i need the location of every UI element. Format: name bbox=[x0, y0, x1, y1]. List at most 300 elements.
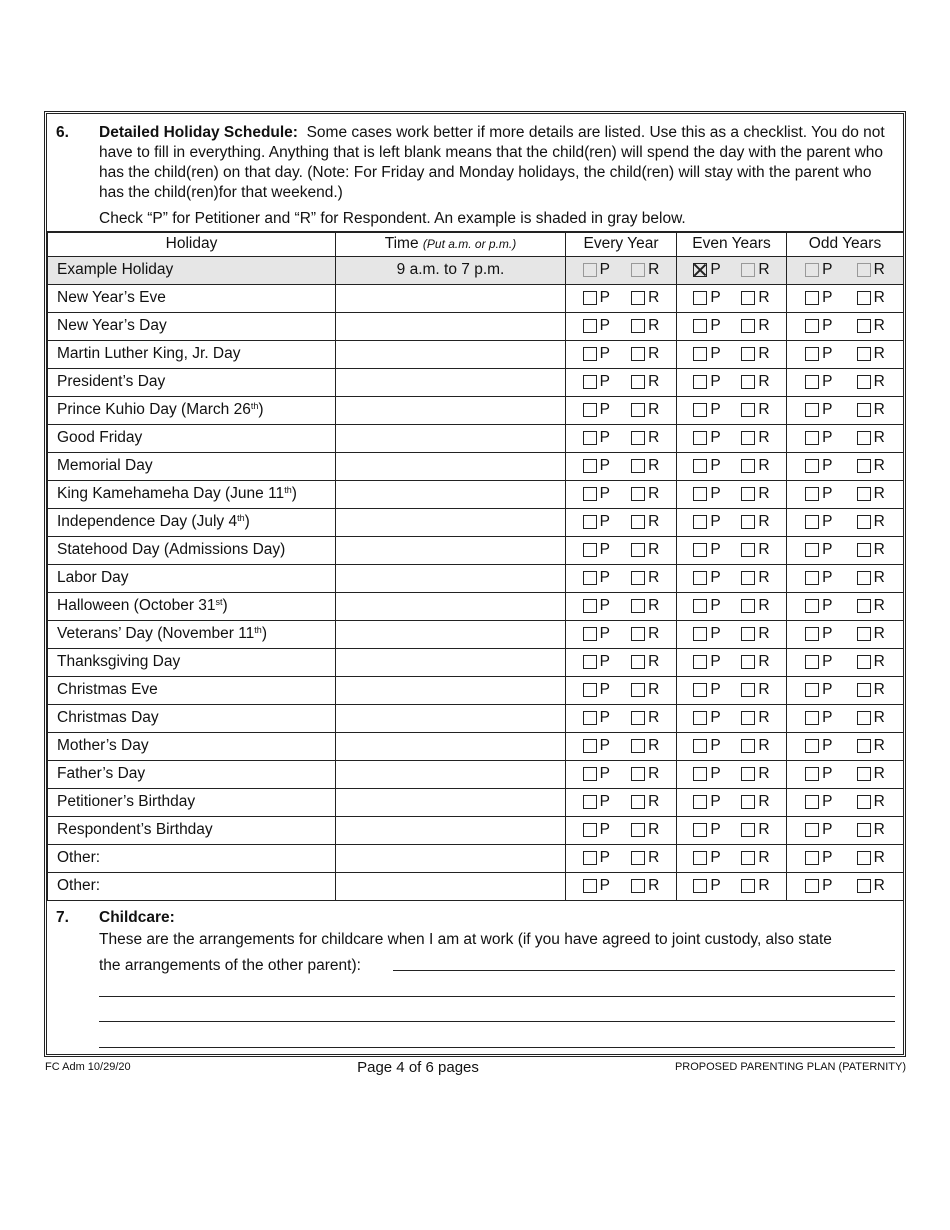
even-years-r-checkbox[interactable] bbox=[741, 403, 755, 417]
p-label: P bbox=[599, 513, 610, 530]
every-year-cell bbox=[566, 284, 677, 312]
every-year-cell bbox=[566, 648, 677, 676]
every-year-p-checkbox[interactable] bbox=[583, 655, 597, 669]
even-years-p-checkbox[interactable] bbox=[693, 487, 707, 501]
p-label: P bbox=[822, 793, 833, 810]
time-input-cell[interactable] bbox=[336, 704, 566, 732]
even-years-r-checkbox[interactable] bbox=[741, 599, 755, 613]
holiday-name bbox=[48, 536, 336, 564]
every-year-r-checkbox[interactable] bbox=[631, 515, 645, 529]
time-input-cell[interactable] bbox=[336, 648, 566, 676]
r-label: R bbox=[648, 261, 660, 278]
every-year-r-checkbox[interactable] bbox=[631, 459, 645, 473]
every-year-p-checkbox[interactable] bbox=[583, 599, 597, 613]
table-row bbox=[48, 676, 904, 704]
every-year-r-checkbox[interactable] bbox=[631, 347, 645, 361]
even-years-p-checkbox[interactable] bbox=[693, 627, 707, 641]
odd-years-p-checkbox[interactable] bbox=[805, 515, 819, 529]
every-year-p-checkbox[interactable] bbox=[583, 347, 597, 361]
holiday-name bbox=[48, 732, 336, 760]
p-label: P bbox=[710, 793, 721, 810]
example-holiday-time: 9 a.m. to 7 p.m. bbox=[336, 256, 566, 284]
holiday-column-header: Holiday bbox=[48, 232, 336, 256]
odd-years-r-checkbox[interactable] bbox=[857, 487, 871, 501]
holiday-name-text: President’s Day bbox=[57, 373, 166, 390]
form-frame bbox=[44, 111, 906, 1057]
even-years-p-checkbox[interactable] bbox=[693, 571, 707, 585]
childcare-instructions-line-1: These are the arrangements for childcare when I am at work (if you have agreed to joint custody, also state bbox=[99, 931, 832, 948]
odd-years-p-checkbox[interactable] bbox=[805, 319, 819, 333]
time-input-cell[interactable] bbox=[336, 340, 566, 368]
every-year-r-checkbox[interactable] bbox=[631, 403, 645, 417]
odd-years-r-checkbox[interactable] bbox=[857, 795, 871, 809]
p-label: P bbox=[822, 597, 833, 614]
r-label: R bbox=[648, 569, 660, 586]
odd-years-r-checkbox[interactable] bbox=[857, 655, 871, 669]
every-year-p-checkbox[interactable] bbox=[583, 851, 597, 865]
even-years-p-checkbox[interactable] bbox=[693, 403, 707, 417]
even-years-p-checkbox[interactable] bbox=[693, 599, 707, 613]
r-label: R bbox=[873, 849, 885, 866]
odd-years-r-checkbox[interactable] bbox=[857, 571, 871, 585]
childcare-answer-line-1[interactable] bbox=[393, 970, 895, 971]
time-input-cell[interactable] bbox=[336, 284, 566, 312]
childcare-answer-line-3[interactable] bbox=[99, 1021, 895, 1022]
even-years-p-checkbox[interactable] bbox=[693, 375, 707, 389]
p-label: P bbox=[599, 429, 610, 446]
every-year-p-checkbox[interactable] bbox=[583, 543, 597, 557]
example-even-years-r-checkbox[interactable] bbox=[741, 263, 755, 277]
section-6-intro: Some cases work better if more details are listed. Use this as a checklist. You do not have to fill in everything. Anything that is left blank means that the child(ren) will spend the day with the parent who has the child(ren) on that day. (Note: For Friday and Monday holidays, the child(ren) will stay with the parent who has the child(ren)for that weekend.) bbox=[99, 124, 885, 201]
time-input-cell[interactable] bbox=[336, 480, 566, 508]
even-years-cell bbox=[677, 816, 787, 844]
r-label: R bbox=[758, 289, 770, 306]
odd-years-r-checkbox[interactable] bbox=[857, 711, 871, 725]
odd-years-r-checkbox[interactable] bbox=[857, 599, 871, 613]
time-input-cell[interactable] bbox=[336, 564, 566, 592]
p-label: P bbox=[822, 737, 833, 754]
time-input-cell[interactable] bbox=[336, 536, 566, 564]
even-years-r-checkbox[interactable] bbox=[741, 515, 755, 529]
p-label: P bbox=[599, 765, 610, 782]
even-years-r-checkbox[interactable] bbox=[741, 739, 755, 753]
odd-years-r-checkbox[interactable] bbox=[857, 823, 871, 837]
every-year-p-checkbox[interactable] bbox=[583, 487, 597, 501]
holiday-name bbox=[48, 508, 336, 536]
time-input-cell[interactable] bbox=[336, 732, 566, 760]
odd-years-p-checkbox[interactable] bbox=[805, 795, 819, 809]
odd-years-p-checkbox[interactable] bbox=[805, 739, 819, 753]
every-year-r-checkbox[interactable] bbox=[631, 375, 645, 389]
every-year-r-checkbox[interactable] bbox=[631, 795, 645, 809]
every-year-p-checkbox[interactable] bbox=[583, 627, 597, 641]
r-label: R bbox=[873, 317, 885, 334]
every-year-r-checkbox[interactable] bbox=[631, 571, 645, 585]
childcare-answer-line-2[interactable] bbox=[99, 996, 895, 997]
odd-years-r-checkbox[interactable] bbox=[857, 767, 871, 781]
p-label: P bbox=[822, 513, 833, 530]
r-label: R bbox=[873, 345, 885, 362]
every-year-p-checkbox[interactable] bbox=[583, 431, 597, 445]
odd-years-r-checkbox[interactable] bbox=[857, 431, 871, 445]
example-even-years-p-checkbox-checked[interactable] bbox=[693, 263, 707, 277]
time-input-cell[interactable] bbox=[336, 368, 566, 396]
every-year-r-checkbox[interactable] bbox=[631, 291, 645, 305]
r-label: R bbox=[758, 849, 770, 866]
every-year-r-checkbox[interactable] bbox=[631, 487, 645, 501]
table-row bbox=[48, 788, 904, 816]
odd-years-r-checkbox[interactable] bbox=[857, 375, 871, 389]
r-label: R bbox=[758, 793, 770, 810]
every-year-p-checkbox[interactable] bbox=[583, 459, 597, 473]
even-years-cell bbox=[677, 480, 787, 508]
even-years-r-checkbox[interactable] bbox=[741, 823, 755, 837]
every-year-r-checkbox[interactable] bbox=[631, 739, 645, 753]
time-input-cell[interactable] bbox=[336, 816, 566, 844]
even-years-cell bbox=[677, 844, 787, 872]
p-label: P bbox=[822, 401, 833, 418]
r-label: R bbox=[873, 261, 885, 278]
odd-years-cell bbox=[787, 844, 904, 872]
even-years-p-checkbox[interactable] bbox=[693, 711, 707, 725]
table-row bbox=[48, 508, 904, 536]
every-year-p-checkbox[interactable] bbox=[583, 683, 597, 697]
even-years-r-checkbox[interactable] bbox=[741, 711, 755, 725]
odd-years-r-checkbox[interactable] bbox=[857, 347, 871, 361]
childcare-answer-line-4[interactable] bbox=[99, 1047, 895, 1048]
every-year-cell bbox=[566, 844, 677, 872]
example-odd-years-cell bbox=[787, 256, 904, 284]
p-label: P bbox=[822, 485, 833, 502]
time-input-cell[interactable] bbox=[336, 592, 566, 620]
p-label: P bbox=[599, 877, 610, 894]
holiday-name bbox=[48, 424, 336, 452]
even-years-p-checkbox[interactable] bbox=[693, 291, 707, 305]
p-label: P bbox=[710, 849, 721, 866]
even-years-p-checkbox[interactable] bbox=[693, 767, 707, 781]
r-label: R bbox=[758, 737, 770, 754]
every-year-p-checkbox[interactable] bbox=[583, 375, 597, 389]
p-label: P bbox=[822, 373, 833, 390]
every-year-p-checkbox[interactable] bbox=[583, 319, 597, 333]
p-label: P bbox=[599, 345, 610, 362]
holiday-name-tail: ) bbox=[291, 485, 297, 502]
holiday-name bbox=[48, 788, 336, 816]
r-label: R bbox=[873, 877, 885, 894]
odd-years-p-checkbox[interactable] bbox=[805, 487, 819, 501]
even-years-cell bbox=[677, 592, 787, 620]
even-years-r-checkbox[interactable] bbox=[741, 795, 755, 809]
even-years-r-checkbox[interactable] bbox=[741, 627, 755, 641]
odd-years-r-checkbox[interactable] bbox=[857, 879, 871, 893]
odd-years-p-checkbox[interactable] bbox=[805, 879, 819, 893]
holiday-name bbox=[48, 676, 336, 704]
odd-years-r-checkbox[interactable] bbox=[857, 627, 871, 641]
every-year-p-checkbox[interactable] bbox=[583, 767, 597, 781]
even-years-r-checkbox[interactable] bbox=[741, 543, 755, 557]
r-label: R bbox=[758, 821, 770, 838]
r-label: R bbox=[873, 653, 885, 670]
odd-years-p-checkbox[interactable] bbox=[805, 431, 819, 445]
p-label: P bbox=[710, 625, 721, 642]
p-label: P bbox=[599, 709, 610, 726]
even-years-r-checkbox[interactable] bbox=[741, 655, 755, 669]
p-label: P bbox=[822, 457, 833, 474]
p-label: P bbox=[822, 653, 833, 670]
time-input-cell[interactable] bbox=[336, 312, 566, 340]
even-years-p-checkbox[interactable] bbox=[693, 739, 707, 753]
p-label: P bbox=[822, 821, 833, 838]
r-label: R bbox=[758, 625, 770, 642]
even-years-r-checkbox[interactable] bbox=[741, 431, 755, 445]
odd-years-cell bbox=[787, 564, 904, 592]
even-years-cell bbox=[677, 732, 787, 760]
even-years-r-checkbox[interactable] bbox=[741, 683, 755, 697]
holiday-name bbox=[48, 592, 336, 620]
even-years-r-checkbox[interactable] bbox=[741, 291, 755, 305]
holiday-name-ordinal-suffix: th bbox=[237, 513, 245, 523]
even-years-p-checkbox[interactable] bbox=[693, 879, 707, 893]
odd-years-p-checkbox[interactable] bbox=[805, 291, 819, 305]
every-year-cell bbox=[566, 312, 677, 340]
time-input-cell[interactable] bbox=[336, 508, 566, 536]
every-year-r-checkbox[interactable] bbox=[631, 767, 645, 781]
r-label: R bbox=[648, 625, 660, 642]
even-years-r-checkbox[interactable] bbox=[741, 767, 755, 781]
r-label: R bbox=[648, 513, 660, 530]
odd-years-cell bbox=[787, 676, 904, 704]
even-years-cell bbox=[677, 368, 787, 396]
p-label: P bbox=[710, 681, 721, 698]
p-label: P bbox=[710, 429, 721, 446]
even-years-p-checkbox[interactable] bbox=[693, 543, 707, 557]
holiday-name bbox=[48, 312, 336, 340]
p-label: P bbox=[599, 261, 610, 278]
r-label: R bbox=[873, 737, 885, 754]
r-label: R bbox=[758, 401, 770, 418]
every-year-r-checkbox[interactable] bbox=[631, 851, 645, 865]
even-years-p-checkbox[interactable] bbox=[693, 459, 707, 473]
r-label: R bbox=[648, 681, 660, 698]
holiday-name-text: Other: bbox=[57, 877, 101, 894]
p-label: P bbox=[710, 597, 721, 614]
odd-years-r-checkbox[interactable] bbox=[857, 543, 871, 557]
r-label: R bbox=[648, 821, 660, 838]
time-input-cell[interactable] bbox=[336, 452, 566, 480]
odd-years-p-checkbox[interactable] bbox=[805, 851, 819, 865]
odd-years-p-checkbox[interactable] bbox=[805, 347, 819, 361]
every-year-p-checkbox[interactable] bbox=[583, 571, 597, 585]
p-label: P bbox=[599, 317, 610, 334]
example-every-year-p-checkbox[interactable] bbox=[583, 263, 597, 277]
holiday-name-text: Labor Day bbox=[57, 569, 129, 586]
every-year-r-checkbox[interactable] bbox=[631, 683, 645, 697]
odd-years-r-checkbox[interactable] bbox=[857, 459, 871, 473]
every-year-r-checkbox[interactable] bbox=[631, 319, 645, 333]
odd-years-p-checkbox[interactable] bbox=[805, 543, 819, 557]
time-input-cell[interactable] bbox=[336, 676, 566, 704]
every-year-r-checkbox[interactable] bbox=[631, 711, 645, 725]
even-years-r-checkbox[interactable] bbox=[741, 851, 755, 865]
even-years-cell bbox=[677, 620, 787, 648]
time-input-cell[interactable] bbox=[336, 788, 566, 816]
even-years-r-checkbox[interactable] bbox=[741, 487, 755, 501]
even-years-r-checkbox[interactable] bbox=[741, 571, 755, 585]
page-number: Page 4 of 6 pages bbox=[357, 1059, 479, 1076]
odd-years-p-checkbox[interactable] bbox=[805, 655, 819, 669]
holiday-name-text: Veterans’ Day (November 11 bbox=[57, 625, 255, 642]
even-years-p-checkbox[interactable] bbox=[693, 431, 707, 445]
every-year-cell bbox=[566, 452, 677, 480]
odd-years-cell bbox=[787, 508, 904, 536]
even-years-p-checkbox[interactable] bbox=[693, 683, 707, 697]
odd-years-cell bbox=[787, 760, 904, 788]
holiday-name-ordinal-suffix: st bbox=[215, 597, 223, 607]
holiday-name bbox=[48, 620, 336, 648]
odd-years-p-checkbox[interactable] bbox=[805, 767, 819, 781]
example-every-year-r-checkbox[interactable] bbox=[631, 263, 645, 277]
p-label: P bbox=[710, 513, 721, 530]
odd-years-p-checkbox[interactable] bbox=[805, 823, 819, 837]
holiday-name-text: Prince Kuhio Day (March 26 bbox=[57, 401, 251, 418]
r-label: R bbox=[758, 709, 770, 726]
every-year-cell bbox=[566, 592, 677, 620]
r-label: R bbox=[873, 401, 885, 418]
time-input-cell[interactable] bbox=[336, 872, 566, 900]
childcare-instructions-line-2: the arrangements of the other parent): bbox=[99, 957, 361, 974]
p-label: P bbox=[710, 317, 721, 334]
odd-years-r-checkbox[interactable] bbox=[857, 291, 871, 305]
r-label: R bbox=[873, 625, 885, 642]
holiday-name-text: New Year’s Day bbox=[57, 317, 167, 334]
even-years-cell bbox=[677, 704, 787, 732]
even-years-cell bbox=[677, 788, 787, 816]
holiday-name bbox=[48, 648, 336, 676]
odd-years-r-checkbox[interactable] bbox=[857, 851, 871, 865]
table-row bbox=[48, 452, 904, 480]
odd-years-r-checkbox[interactable] bbox=[857, 319, 871, 333]
every-year-p-checkbox[interactable] bbox=[583, 739, 597, 753]
r-label: R bbox=[758, 317, 770, 334]
even-years-r-checkbox[interactable] bbox=[741, 459, 755, 473]
time-input-cell[interactable] bbox=[336, 760, 566, 788]
example-every-year-cell bbox=[566, 256, 677, 284]
holiday-name-text: Independence Day (July 4 bbox=[57, 513, 238, 530]
odd-years-p-checkbox[interactable] bbox=[805, 403, 819, 417]
every-year-cell bbox=[566, 816, 677, 844]
r-label: R bbox=[758, 429, 770, 446]
every-year-p-checkbox[interactable] bbox=[583, 823, 597, 837]
p-label: P bbox=[599, 597, 610, 614]
odd-years-p-checkbox[interactable] bbox=[805, 599, 819, 613]
every-year-p-checkbox[interactable] bbox=[583, 795, 597, 809]
even-years-p-checkbox[interactable] bbox=[693, 851, 707, 865]
p-label: P bbox=[599, 849, 610, 866]
time-input-cell[interactable] bbox=[336, 424, 566, 452]
every-year-r-checkbox[interactable] bbox=[631, 655, 645, 669]
even-years-cell bbox=[677, 508, 787, 536]
even-years-p-checkbox[interactable] bbox=[693, 347, 707, 361]
every-year-r-checkbox[interactable] bbox=[631, 879, 645, 893]
even-years-cell bbox=[677, 760, 787, 788]
holiday-name-ordinal-suffix: th bbox=[284, 485, 292, 495]
odd-years-p-checkbox[interactable] bbox=[805, 571, 819, 585]
example-odd-years-p-checkbox[interactable] bbox=[805, 263, 819, 277]
odd-years-r-checkbox[interactable] bbox=[857, 515, 871, 529]
section-6-number: 6. bbox=[56, 124, 69, 141]
even-years-p-checkbox[interactable] bbox=[693, 795, 707, 809]
table-header-row bbox=[48, 232, 904, 256]
even-years-r-checkbox[interactable] bbox=[741, 375, 755, 389]
every-year-r-checkbox[interactable] bbox=[631, 431, 645, 445]
r-label: R bbox=[648, 429, 660, 446]
example-even-years-cell bbox=[677, 256, 787, 284]
holiday-name bbox=[48, 816, 336, 844]
every-year-p-checkbox[interactable] bbox=[583, 291, 597, 305]
p-label: P bbox=[710, 765, 721, 782]
r-label: R bbox=[758, 653, 770, 670]
every-year-r-checkbox[interactable] bbox=[631, 627, 645, 641]
holiday-name bbox=[48, 760, 336, 788]
p-label: P bbox=[822, 681, 833, 698]
even-years-p-checkbox[interactable] bbox=[693, 319, 707, 333]
even-years-p-checkbox[interactable] bbox=[693, 515, 707, 529]
section-7-title: Childcare: bbox=[99, 909, 175, 926]
even-years-r-checkbox[interactable] bbox=[741, 347, 755, 361]
every-year-r-checkbox[interactable] bbox=[631, 599, 645, 613]
r-label: R bbox=[873, 541, 885, 558]
odd-years-p-checkbox[interactable] bbox=[805, 627, 819, 641]
every-year-cell bbox=[566, 396, 677, 424]
odd-years-r-checkbox[interactable] bbox=[857, 683, 871, 697]
r-label: R bbox=[648, 317, 660, 334]
even-years-cell bbox=[677, 676, 787, 704]
odd-years-r-checkbox[interactable] bbox=[857, 739, 871, 753]
p-label: P bbox=[822, 541, 833, 558]
every-year-p-checkbox[interactable] bbox=[583, 711, 597, 725]
every-year-p-checkbox[interactable] bbox=[583, 879, 597, 893]
even-years-p-checkbox[interactable] bbox=[693, 823, 707, 837]
time-input-cell[interactable] bbox=[336, 620, 566, 648]
even-years-cell bbox=[677, 312, 787, 340]
holiday-name-ordinal-suffix: th bbox=[254, 625, 262, 635]
even-years-cell bbox=[677, 452, 787, 480]
even-years-p-checkbox[interactable] bbox=[693, 655, 707, 669]
p-label: P bbox=[710, 653, 721, 670]
time-input-cell[interactable] bbox=[336, 396, 566, 424]
every-year-cell bbox=[566, 508, 677, 536]
even-years-r-checkbox[interactable] bbox=[741, 319, 755, 333]
time-input-cell[interactable] bbox=[336, 844, 566, 872]
every-year-p-checkbox[interactable] bbox=[583, 403, 597, 417]
example-odd-years-r-checkbox[interactable] bbox=[857, 263, 871, 277]
odd-years-p-checkbox[interactable] bbox=[805, 711, 819, 725]
holiday-name-text: Halloween (October 31 bbox=[57, 597, 216, 614]
odd-years-p-checkbox[interactable] bbox=[805, 683, 819, 697]
holiday-name-text: Petitioner’s Birthday bbox=[57, 793, 196, 810]
document-title: PROPOSED PARENTING PLAN (PATERNITY) bbox=[674, 1061, 906, 1073]
every-year-p-checkbox[interactable] bbox=[583, 515, 597, 529]
every-year-r-checkbox[interactable] bbox=[631, 823, 645, 837]
odd-years-r-checkbox[interactable] bbox=[857, 403, 871, 417]
table-row bbox=[48, 564, 904, 592]
every-year-r-checkbox[interactable] bbox=[631, 543, 645, 557]
odd-years-p-checkbox[interactable] bbox=[805, 459, 819, 473]
form-id: FC Adm 10/29/20 bbox=[45, 1061, 131, 1073]
odd-years-p-checkbox[interactable] bbox=[805, 375, 819, 389]
even-years-r-checkbox[interactable] bbox=[741, 879, 755, 893]
holiday-name-text: King Kamehameha Day (June 11 bbox=[57, 485, 285, 502]
